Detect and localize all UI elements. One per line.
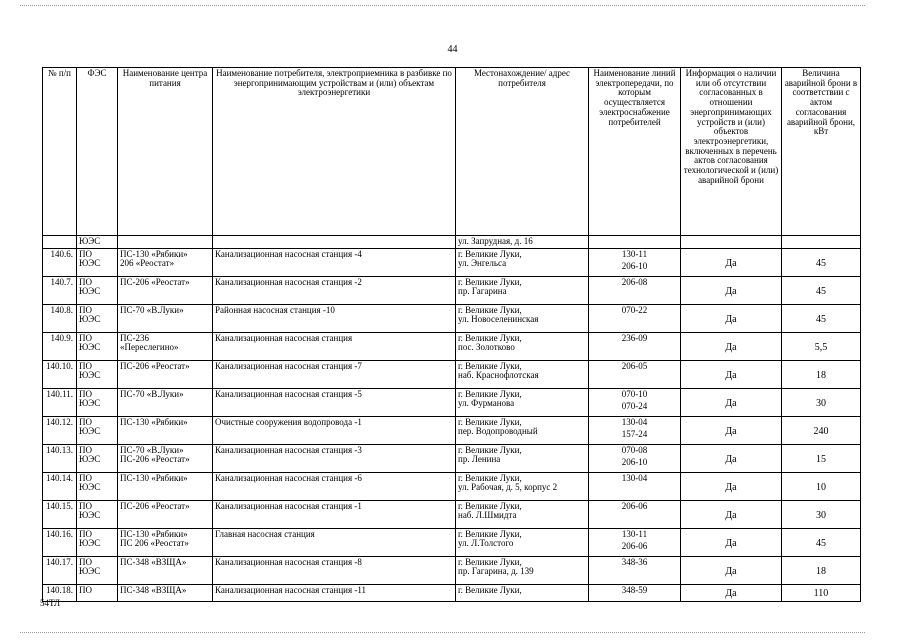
- cell-consumer: Канализационная насосная станция -7: [213, 361, 456, 389]
- cell-lines-line: 206-05: [621, 361, 648, 371]
- cell-value: [782, 236, 861, 249]
- cell-consumer: Главная насосная станция: [213, 529, 456, 557]
- cell-center-line: ПС-130 «Рябики»: [120, 417, 188, 427]
- cell-lines-line: 348-36: [621, 557, 648, 567]
- cell-fes-line: ЮЭС: [79, 482, 101, 493]
- cell-address: [456, 445, 589, 473]
- cell-lines-line: 206-10: [621, 261, 648, 272]
- cell-lines: [589, 305, 681, 333]
- cell-fes: [77, 333, 118, 361]
- cell-center-line: ПС-236: [120, 333, 149, 343]
- cell-address: [456, 249, 589, 277]
- cell-agreement: Да: [681, 501, 782, 529]
- cell-address-line: ул. Рабочая, д. 5, корпус 2: [458, 482, 558, 493]
- cell-address-line: г. Великие Луки,: [458, 417, 522, 427]
- cell-center-line: ПС-70 «В.Луки»: [120, 445, 184, 455]
- cell-center: [118, 557, 213, 585]
- cell-fes-line: ЮЭС: [79, 566, 101, 577]
- cell-fes: [77, 445, 118, 473]
- cell-address-line: г. Великие Луки,: [458, 445, 522, 455]
- cell-lines-line: 070-10: [621, 389, 648, 399]
- cell-fes-line: ПО: [79, 389, 92, 399]
- cell-fes-line: ЮЭС: [79, 454, 101, 465]
- cell-address-line: пр. Гагарина, д. 139: [458, 566, 534, 577]
- cell-fes-line: ПО: [79, 361, 92, 371]
- cell-lines-line: 206-06: [621, 501, 648, 511]
- cell-fes-line: ЮЭС: [79, 370, 101, 381]
- cell-lines-line: 070-24: [621, 401, 648, 412]
- cell-fes: [77, 417, 118, 445]
- cell-value: 5,5: [782, 333, 861, 361]
- cell-consumer: Канализационная насосная станция: [213, 333, 456, 361]
- cell-consumer: Канализационная насосная станция -1: [213, 501, 456, 529]
- cell-fes-line: ЮЭС: [79, 426, 101, 437]
- cell-address-line: пер. Водопроводный: [458, 426, 538, 437]
- cell-agreement: Да: [681, 445, 782, 473]
- cell-num: [43, 236, 77, 249]
- cell-consumer: Канализационная насосная станция -8: [213, 557, 456, 585]
- cell-center: [118, 389, 213, 417]
- cell-fes-line: ПО: [79, 585, 92, 595]
- header-value: Величина аварийной брони в соответствии с актом согласования аварийной брони, кВт: [782, 68, 861, 236]
- cell-lines: [589, 417, 681, 445]
- cell-lines: [589, 333, 681, 361]
- cell-address-line: г. Великие Луки,: [458, 277, 522, 287]
- cell-num: 140.7.: [43, 277, 77, 305]
- cell-fes: [77, 277, 118, 305]
- cell-agreement: Да: [681, 585, 782, 602]
- cell-fes: [77, 529, 118, 557]
- cell-center: [118, 473, 213, 501]
- header-consumer: Наименование потребителя, электроприемника в разбивке по энергопринимающим устройствам и (или) объектам электроэнергетики: [213, 68, 456, 236]
- cell-agreement: Да: [681, 417, 782, 445]
- cell-fes-line: ПО: [79, 249, 92, 259]
- cell-fes: [77, 305, 118, 333]
- cell-fes: [77, 557, 118, 585]
- cell-num: 140.13.: [43, 445, 77, 473]
- cell-value: 45: [782, 249, 861, 277]
- table-row: [43, 557, 861, 585]
- cell-value: 240: [782, 417, 861, 445]
- cell-fes-line: ПО: [79, 305, 92, 315]
- table-row: [43, 277, 861, 305]
- cell-agreement: Да: [681, 529, 782, 557]
- cell-num: 140.12.: [43, 417, 77, 445]
- cell-value: 10: [782, 473, 861, 501]
- table-header-row: [43, 68, 861, 236]
- cell-address: [456, 585, 589, 602]
- cell-consumer: Канализационная насосная станция -2: [213, 277, 456, 305]
- cell-address: [456, 557, 589, 585]
- cell-consumer: Канализационная насосная станция -3: [213, 445, 456, 473]
- page-number: 44: [447, 44, 458, 55]
- cell-fes-line: ПО: [79, 445, 92, 455]
- cell-num: 140.8.: [43, 305, 77, 333]
- table-row: [43, 305, 861, 333]
- cell-agreement: [681, 236, 782, 249]
- cell-center-line: «Переслегино»: [120, 342, 179, 353]
- cell-lines: [589, 277, 681, 305]
- cell-address: [456, 277, 589, 305]
- cell-fes: [77, 361, 118, 389]
- cell-lines: [589, 249, 681, 277]
- cell-center: [118, 333, 213, 361]
- cell-address-line: наб. Л.Шмидта: [458, 510, 517, 521]
- cell-lines-line: 206-06: [621, 541, 648, 552]
- cell-center-line: ПС-70 «В.Луки»: [120, 305, 184, 315]
- cell-address-line: пр. Ленина: [458, 454, 501, 465]
- cell-address-line: ул. Энгельса: [458, 258, 507, 269]
- emergency-reserve-table: [42, 67, 861, 602]
- cell-fes-line: ЮЭС: [79, 314, 101, 325]
- cell-center: [118, 445, 213, 473]
- cell-center: [118, 249, 213, 277]
- cell-center: [118, 236, 213, 249]
- scan-border-bottom: [20, 632, 865, 633]
- cell-value: 30: [782, 501, 861, 529]
- cell-fes-line: ЮЭС: [79, 258, 101, 269]
- cell-address-line: г. Великие Луки,: [458, 585, 522, 595]
- cell-consumer: Канализационная насосная станция -11: [213, 585, 456, 602]
- cell-lines-line: 130-04: [621, 473, 648, 483]
- header-address: Местонахождение/ адрес потребителя: [456, 68, 589, 236]
- cell-fes: [77, 473, 118, 501]
- cell-fes: [77, 501, 118, 529]
- cell-value: 110: [782, 585, 861, 602]
- cell-value: 18: [782, 557, 861, 585]
- header-agreement: Информация о наличии или об отсутствии согласованных в отношении энергопринимающих устройств и (или) объектов электроэнергетики, включенных в перечень актов согласования технологической и (или) аварийной брони: [681, 68, 782, 236]
- cell-center-line: ПС-70 «В.Луки»: [120, 389, 184, 399]
- header-center: Наименование центра питания: [118, 68, 213, 236]
- cell-center: [118, 501, 213, 529]
- cell-address: ул. Запрудная, д. 16: [456, 236, 589, 249]
- cell-fes: [77, 585, 118, 602]
- cell-lines-line: 130-04: [621, 417, 648, 427]
- cell-consumer: Очистные сооружения водопровода -1: [213, 417, 456, 445]
- cell-lines-line: 157-24: [621, 429, 648, 440]
- cell-agreement: Да: [681, 389, 782, 417]
- cell-agreement: Да: [681, 473, 782, 501]
- cell-num: 140.6.: [43, 249, 77, 277]
- cell-center-line: ПС-206 «Реостат»: [120, 454, 190, 465]
- cell-consumer: [213, 236, 456, 249]
- cell-lines: [589, 389, 681, 417]
- cell-agreement: Да: [681, 557, 782, 585]
- cell-lines: [589, 501, 681, 529]
- cell-fes: [77, 389, 118, 417]
- cell-center-line: ПС-130 «Рябики»: [120, 249, 188, 259]
- cell-fes: ЮЭС: [77, 236, 118, 249]
- table-row: [43, 417, 861, 445]
- header-num: № п/п: [43, 68, 77, 236]
- cell-address: [456, 333, 589, 361]
- cell-address-line: г. Великие Луки,: [458, 333, 522, 343]
- cell-fes-line: ПО: [79, 277, 92, 287]
- header-lines: Наименование линий электропередачи, по которым осуществляется электроснабжение потребителей: [589, 68, 681, 236]
- cell-fes-line: ЮЭС: [79, 510, 101, 521]
- cell-lines-line: 070-08: [621, 445, 648, 455]
- cell-address: [456, 417, 589, 445]
- cell-address-line: г. Великие Луки,: [458, 249, 522, 259]
- table-row: [43, 333, 861, 361]
- cell-center: [118, 277, 213, 305]
- cell-num: 140.11.: [43, 389, 77, 417]
- cell-address: [456, 305, 589, 333]
- cell-address-line: пр. Гагарина: [458, 286, 507, 297]
- cell-center-line: ПС-130 «Рябики»: [120, 529, 188, 539]
- cell-address-line: ул. Фурманова: [458, 398, 515, 409]
- cell-consumer: Канализационная насосная станция -4: [213, 249, 456, 277]
- table-row: [43, 445, 861, 473]
- cell-lines: [589, 236, 681, 249]
- cell-lines: [589, 557, 681, 585]
- cell-address-line: г. Великие Луки,: [458, 305, 522, 315]
- cell-num: 140.18.: [43, 585, 77, 602]
- cell-address-line: г. Великие Луки,: [458, 557, 522, 567]
- cell-center-line: ПС-206 «Реостат»: [120, 501, 190, 511]
- cell-address-line: г. Великие Луки,: [458, 361, 522, 371]
- cell-value: 18: [782, 361, 861, 389]
- cell-num: 140.15.: [43, 501, 77, 529]
- cell-center-line: ПС-348 «ВЗЩА»: [120, 557, 187, 567]
- cell-fes-line: ПО: [79, 529, 92, 539]
- cell-value: 30: [782, 389, 861, 417]
- cell-lines-line: 236-09: [621, 333, 648, 343]
- cell-agreement: Да: [681, 333, 782, 361]
- cell-consumer: Канализационная насосная станция -6: [213, 473, 456, 501]
- table-row: [43, 585, 861, 602]
- cell-address-line: ул. Л.Толстого: [458, 538, 514, 549]
- cell-lines: [589, 585, 681, 602]
- cell-num: 140.16.: [43, 529, 77, 557]
- document-code: 54ТЛ: [40, 598, 61, 608]
- cell-value: 45: [782, 529, 861, 557]
- cell-num: 140.9.: [43, 333, 77, 361]
- cell-fes-line: ЮЭС: [79, 342, 101, 353]
- cell-address: [456, 529, 589, 557]
- cell-center-line: ПС-348 «ВЗЩА»: [120, 585, 187, 595]
- cell-lines: [589, 445, 681, 473]
- cell-center-line: ПС-130 «Рябики»: [120, 473, 188, 483]
- cell-fes-line: ЮЭС: [79, 538, 101, 549]
- table-row: [43, 361, 861, 389]
- cell-center: [118, 305, 213, 333]
- cell-address: [456, 361, 589, 389]
- cell-agreement: Да: [681, 277, 782, 305]
- cell-address-line: г. Великие Луки,: [458, 529, 522, 539]
- cell-center-line: ПС 206 «Реостат»: [120, 538, 189, 549]
- cell-address-line: г. Великие Луки,: [458, 389, 522, 399]
- cell-value: 45: [782, 277, 861, 305]
- cell-fes-line: ПО: [79, 501, 92, 511]
- cell-agreement: Да: [681, 249, 782, 277]
- cell-fes: [77, 249, 118, 277]
- cell-address: [456, 389, 589, 417]
- cell-lines-line: 206-08: [621, 277, 648, 287]
- cell-fes-line: ПО: [79, 417, 92, 427]
- table-row: [43, 389, 861, 417]
- cell-address-line: наб. Краснофлотская: [458, 370, 539, 381]
- cell-address-line: ул. Новоселенинская: [458, 314, 539, 325]
- cell-agreement: Да: [681, 361, 782, 389]
- cell-agreement: Да: [681, 305, 782, 333]
- cell-fes-line: ЮЭС: [79, 398, 101, 409]
- cell-num: 140.14.: [43, 473, 77, 501]
- cell-center: [118, 417, 213, 445]
- cell-address-line: г. Великие Луки,: [458, 501, 522, 511]
- cell-address: [456, 501, 589, 529]
- header-fes: ФЭС: [77, 68, 118, 236]
- cell-fes-line: ПО: [79, 473, 92, 483]
- table-row: [43, 501, 861, 529]
- cell-consumer: Районная насосная станция -10: [213, 305, 456, 333]
- cell-lines-line: 348-59: [621, 585, 648, 595]
- cell-center: [118, 585, 213, 602]
- cell-num: 140.10.: [43, 361, 77, 389]
- cell-value: 45: [782, 305, 861, 333]
- cell-lines-line: 206-10: [621, 457, 648, 468]
- cell-center-line: ПС-206 «Реостат»: [120, 361, 190, 371]
- table-row: [43, 529, 861, 557]
- cell-consumer: Канализационная насосная станция -5: [213, 389, 456, 417]
- cell-center: [118, 529, 213, 557]
- table-row: [43, 249, 861, 277]
- table-row: [43, 473, 861, 501]
- cell-lines: [589, 361, 681, 389]
- cell-center: [118, 361, 213, 389]
- cell-center-line: 206 «Реостат»: [120, 258, 175, 269]
- cell-address: [456, 473, 589, 501]
- cell-lines: [589, 473, 681, 501]
- cell-lines: [589, 529, 681, 557]
- scan-border-top: [20, 5, 865, 6]
- cell-address-line: г. Великие Луки,: [458, 473, 522, 483]
- cell-fes-line: ПО: [79, 557, 92, 567]
- cell-lines-line: 070-22: [621, 305, 648, 315]
- cell-fes-line: ПО: [79, 333, 92, 343]
- cell-lines-line: 130-11: [621, 249, 648, 259]
- cell-num: 140.17.: [43, 557, 77, 585]
- cell-address-line: пос. Золотково: [458, 342, 515, 353]
- continuation-row: [43, 236, 861, 249]
- cell-value: 15: [782, 445, 861, 473]
- cell-center-line: ПС-206 «Реостат»: [120, 277, 190, 287]
- cell-fes-line: ЮЭС: [79, 286, 101, 297]
- cell-lines-line: 130-11: [621, 529, 648, 539]
